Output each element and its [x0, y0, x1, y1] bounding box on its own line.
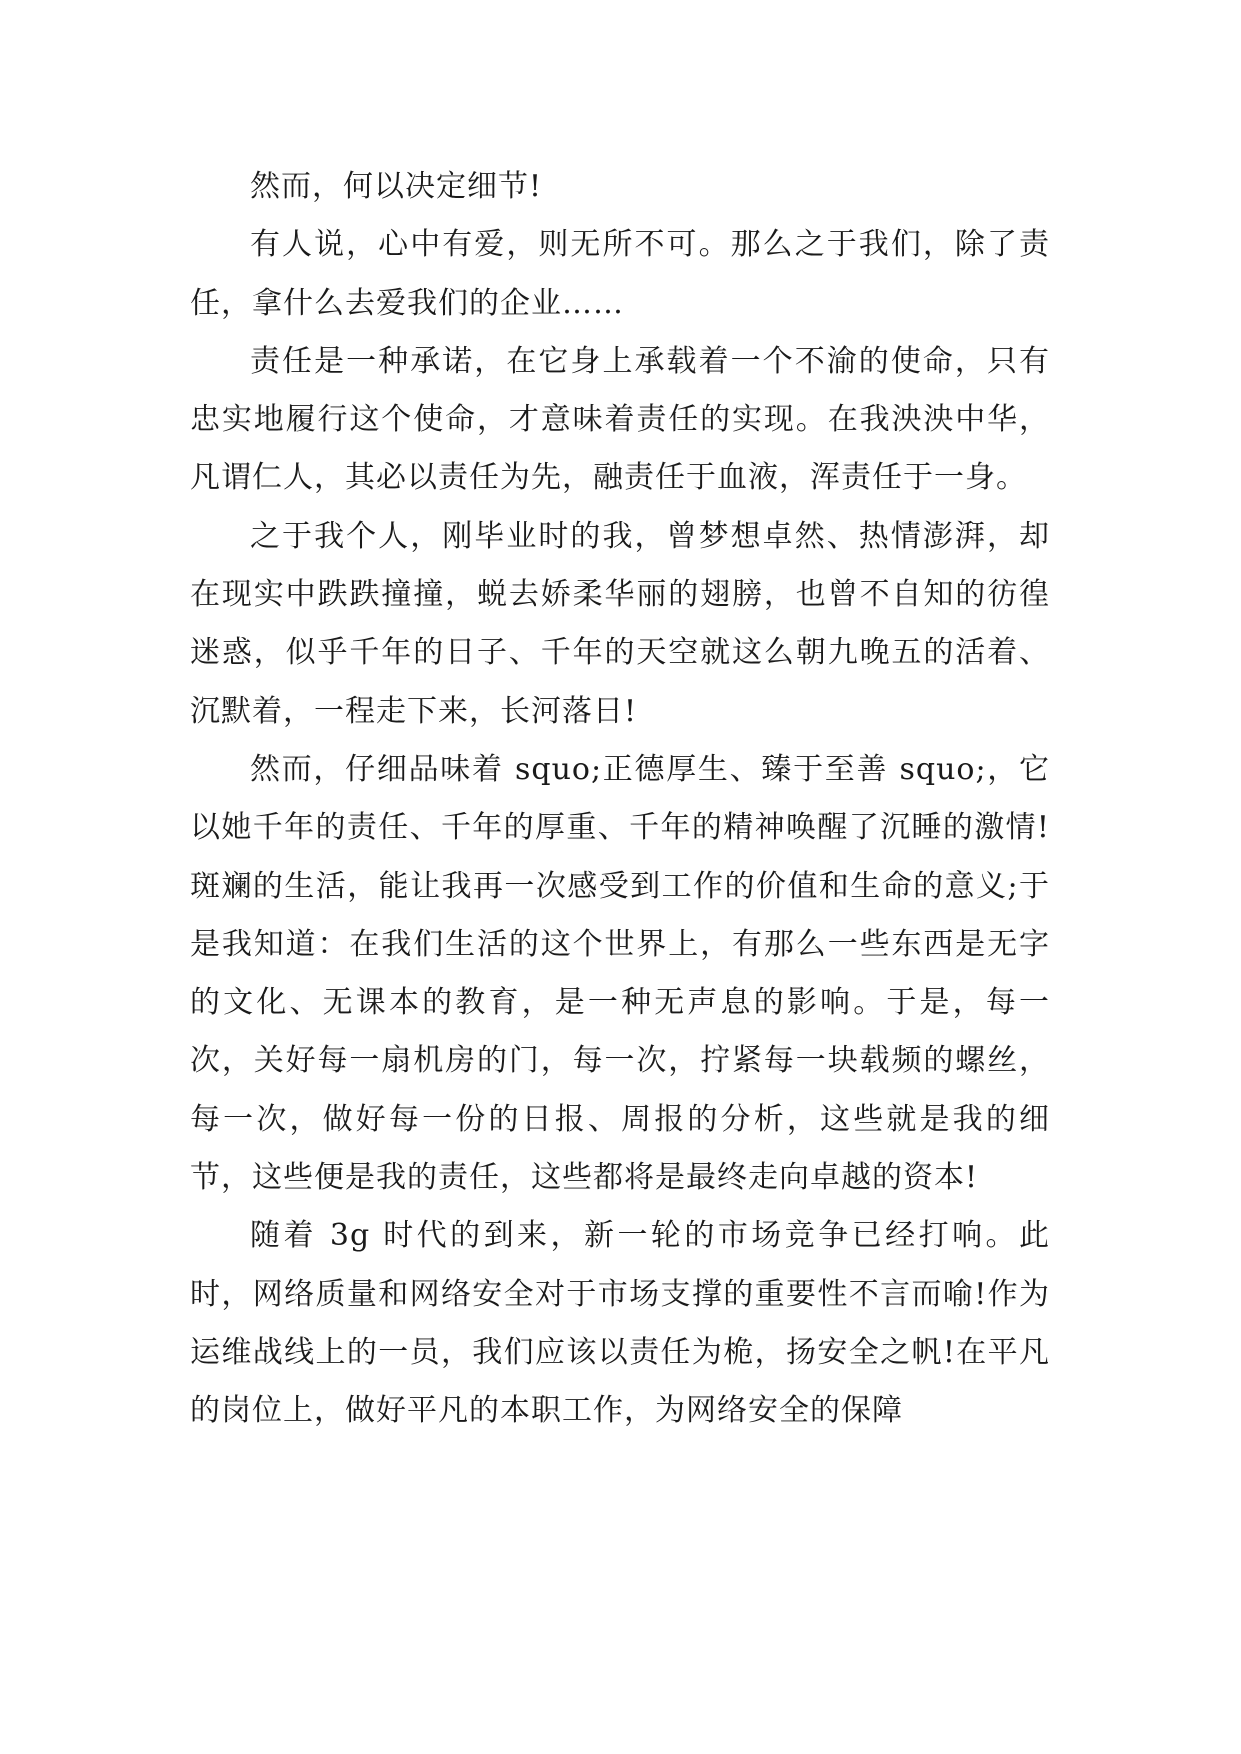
paragraph-2: 有人说，心中有爱，则无所不可。那么之于我们，除了责任，拿什么去爱我们的企业……: [190, 227, 1050, 321]
paragraph-4: 之于我个人，刚毕业时的我，曾梦想卓然、热情澎湃，却在现实中跌跌撞撞，蜕去娇柔华丽的翅膀，也曾不自知的彷徨迷惑，似乎千年的日子、千年的天空就这么朝九晚五的活着、沉默着，一程走下来，长河落日!: [190, 518, 1050, 729]
paragraph-1: 然而，何以决定细节!: [250, 169, 543, 204]
paragraph-5: 然而，仔细品味着 squo;正德厚生、臻于至善 squo;，它以她千年的责任、千年的厚重、千年的精神唤醒了沉睡的激情!斑斓的生活，能让我再一次感受到工作的价值和生命的意义;于是我知道：在我们生活的这个世界上，有那么一些东西是无字的文化、无课本的教育，是一种无声息的影响。于是，每一次，关好每一扇机房的门，每一次，拧紧每一块载频的螺丝，每一次，做好每一份的日报、周报的分析，这些就是我的细节，这些便是我的责任，这些都将是最终走向卓越的资本!: [190, 751, 1050, 1196]
document-body: [190, 158, 1050, 1441]
paragraph-3: 责任是一种承诺，在它身上承载着一个不渝的使命，只有忠实地履行这个使命，才意味着责任的实现。在我泱泱中华，凡谓仁人，其必以责任为先，融责任于血液，浑责任于一身。: [190, 343, 1050, 496]
paragraph-6: 随着 3g 时代的到来，新一轮的市场竞争已经打响。此时，网络质量和网络安全对于市场支撑的重要性不言而喻!作为运维战线上的一员，我们应该以责任为桅，扬安全之帆!在平凡的岗位上，做好平凡的本职工作，为网络安全的保障: [190, 1218, 1050, 1429]
